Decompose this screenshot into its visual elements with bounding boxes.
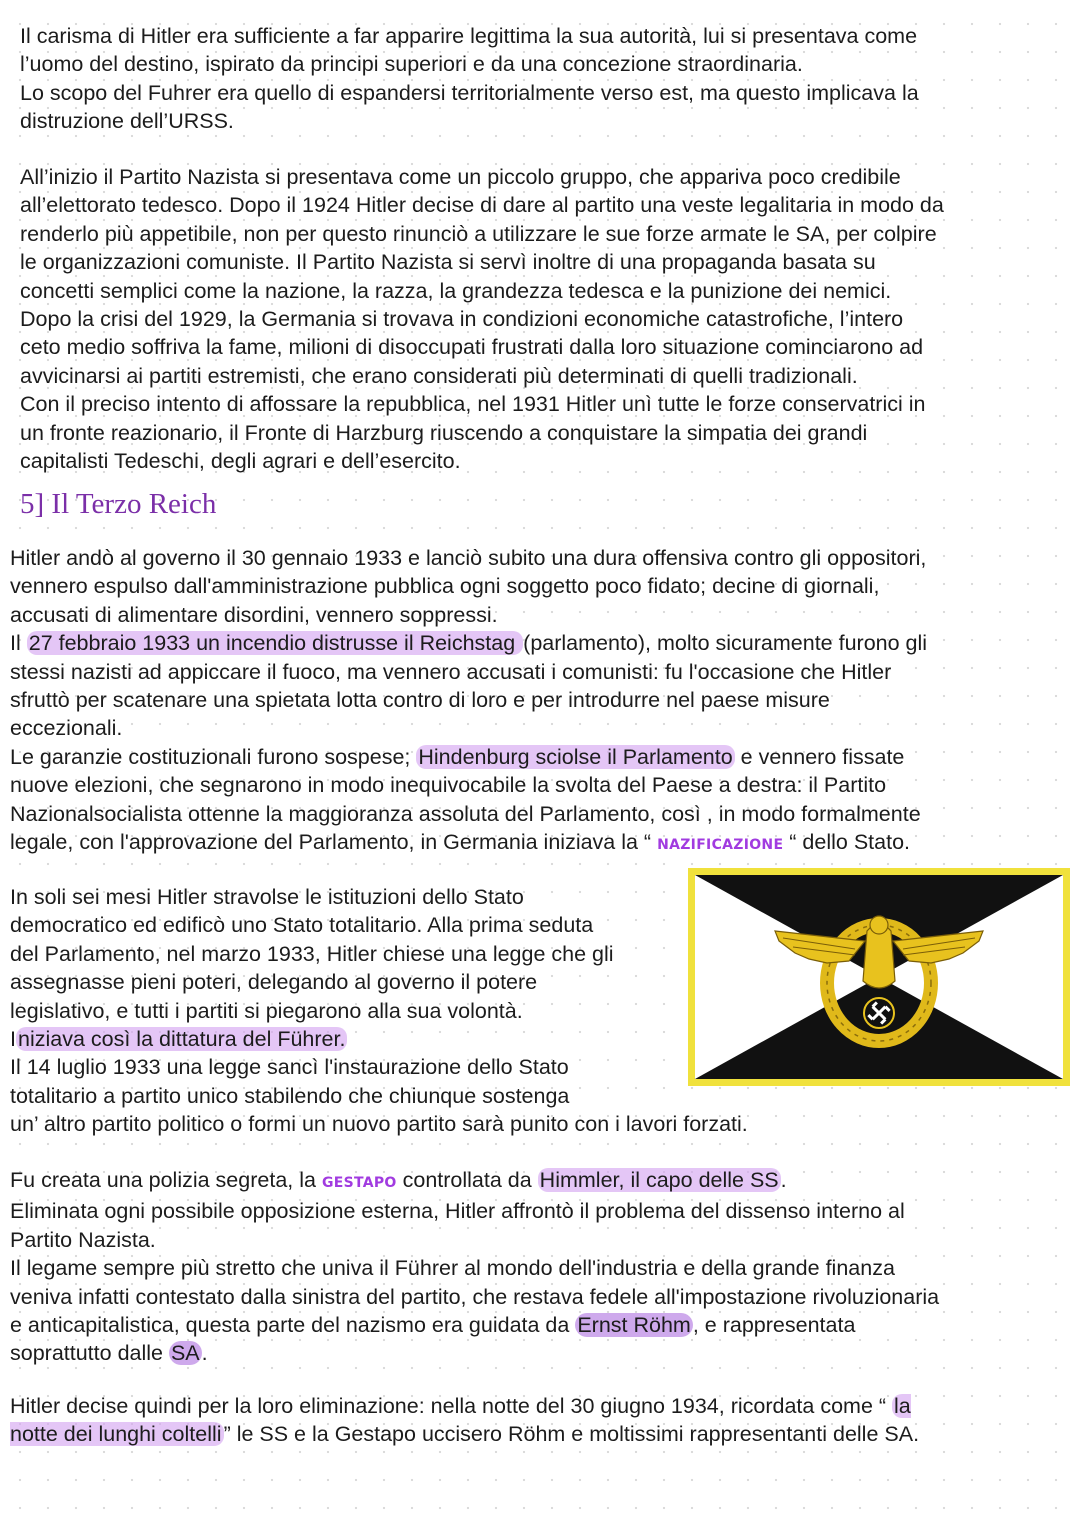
highlight-hindenburg: Hindenburg sciolse il Parlamento (418, 744, 733, 769)
tag-nazificazione: NAZIFICAZIONE (657, 837, 784, 854)
paragraph-charisma: Il carisma di Hitler era sufficiente a far apparire legittima la sua autorità, lui si presentava come l’uomo del destino, ispirato da principi superiori e da una concezione straordinaria. Lo scopo del Fuhrer era quello di espandersi territorialmente verso est, ma questo implicava la distruzione dell’URSS. (20, 24, 919, 134)
section-heading: 5] Il Terzo Reich (20, 488, 217, 520)
flag-eagle-emblem-icon (695, 875, 1063, 1079)
paragraph-night-of-long-knives: Hitler decise quindi per la loro eliminazione: nella notte del 30 giugno 1934, ricordata come “ la notte dei lunghi coltelli” le SS e la Gestapo uccisero Röhm e moltissimi rappresentanti delle SA. (10, 1394, 920, 1447)
highlight-dictatorship: niziava così la dittatura del Führer. (17, 1027, 346, 1052)
highlight-sa: SA (170, 1341, 200, 1366)
flag-image (688, 868, 1070, 1086)
highlight-long-knives: la notte dei lunghi coltelli (10, 1394, 911, 1447)
highlight-himmler: Himmler, il capo delle SS (539, 1168, 779, 1192)
highlight-ernst-rohm: Ernst Röhm (577, 1313, 691, 1338)
paragraph-gestapo: Fu creata una polizia segreta, la GESTAPO controllata da Himmler, il capo delle SS. Eliminata ogni possibile opposizione esterna, Hitler affrontò il problema del dissenso interno al Partito Nazista. Il legame sempre più stretto che univa il Führer al mondo dell'industria e della grande finanza veniva infatti contestato dalla sinistra del partito, che restava fedele all'impostazione rivoluzionaria e anticapitalistica, questa parte del nazismo era guidata da Ernst Röhm, e rappresentata soprattutto dalle SA. (10, 1168, 940, 1366)
paragraph-totalitarian-state: In soli sei mesi Hitler stravolse le istituzioni dello Stato democratico ed edificò uno Stato totalitario. Alla prima seduta del Parlamento, nel marzo 1933, Hitler chiese una legge che gli assegnasse pieni poteri, delegando al governo il potere legislativo, e tutti i partiti si piegarono alla sua volontà. Iniziava così la dittatura del Führer. Il 14 luglio 1933 una legge sancì l'instaurazione dello Stato totalitario a partito unico stabilendo che chiunque sostenga un’ altro partito politico o formi un nuovo partito sarà punito con i lavori forzati. (10, 885, 748, 1137)
highlight-reichstag-fire: 27 febbraio 1933 un incendio distrusse il Reichstag (28, 631, 522, 656)
tag-gestapo: GESTAPO (321, 1175, 397, 1191)
paragraph-nazi-party-rise: All’inizio il Partito Nazista si presentava come un piccolo gruppo, che appariva poco credibile all’elettorato tedesco. Dopo il 1924 Hitler decise di dare al partito una veste legalitaria in modo da renderlo più appetibile, non per questo rinunciò a utilizzare le sue forze armate le SA, per colpire le organizzazioni comuniste. Il Partito Nazista si servì inoltre di una propaganda basata su concetti semplici come la nazione, la razza, la grandezza tedesca e la punizione dei nemici. Dopo la crisi del 1929, la Germania si trovava in condizioni economiche catastrofiche, l’intero ceto medio soffriva la fame, milioni di disoccupati frustrati dalla loro situazione cominciarono ad avvicinarsi ai partiti estremisti, che erano considerati più determinati di quelli tradizionali. Con il preciso intento di affossare la repubblica, nel 1931 Hitler unì tutte le forze conservatrici in un fronte reazionario, il Fronte di Harzburg riuscendo a conquistare la simpatia dei grandi capitalisti Tedeschi, degli agrari e dell’esercito. (20, 165, 944, 474)
paragraph-government: Hitler andò al governo il 30 gennaio 1933 e lanciò subito una dura offensiva contro gli oppositori, vennero espulso dall'amministrazione pubblica ogni soggetto poco fidato; decine di giornali, accusati di alimentare disordini, vennero soppressi. Il 27 febbraio 1933 un incendio distrusse il Reichstag (parlamento), molto sicuramente furono gli stessi nazisti ad appiccare il fuoco, ma vennero accusati i comunisti: fu l'occasione che Hitler sfruttò per scatenare una spietata lotta contro di loro e per introdurre nel paese misure eccezionali. Le garanzie costituzionali furono sospese; Hindenburg sciolse il Parlamento e vennero fissate nuove elezioni, che segnarono in modo inequivocabile la svolta del Paese a destra: il Partito Nazionalsocialista ottenne la maggioranza assoluta del Parlamento, così , in modo formalmente legale, con l'approvazione del Parlamento, in Germania iniziava la “ NAZIFICAZIONE “ dello Stato. (10, 546, 928, 855)
